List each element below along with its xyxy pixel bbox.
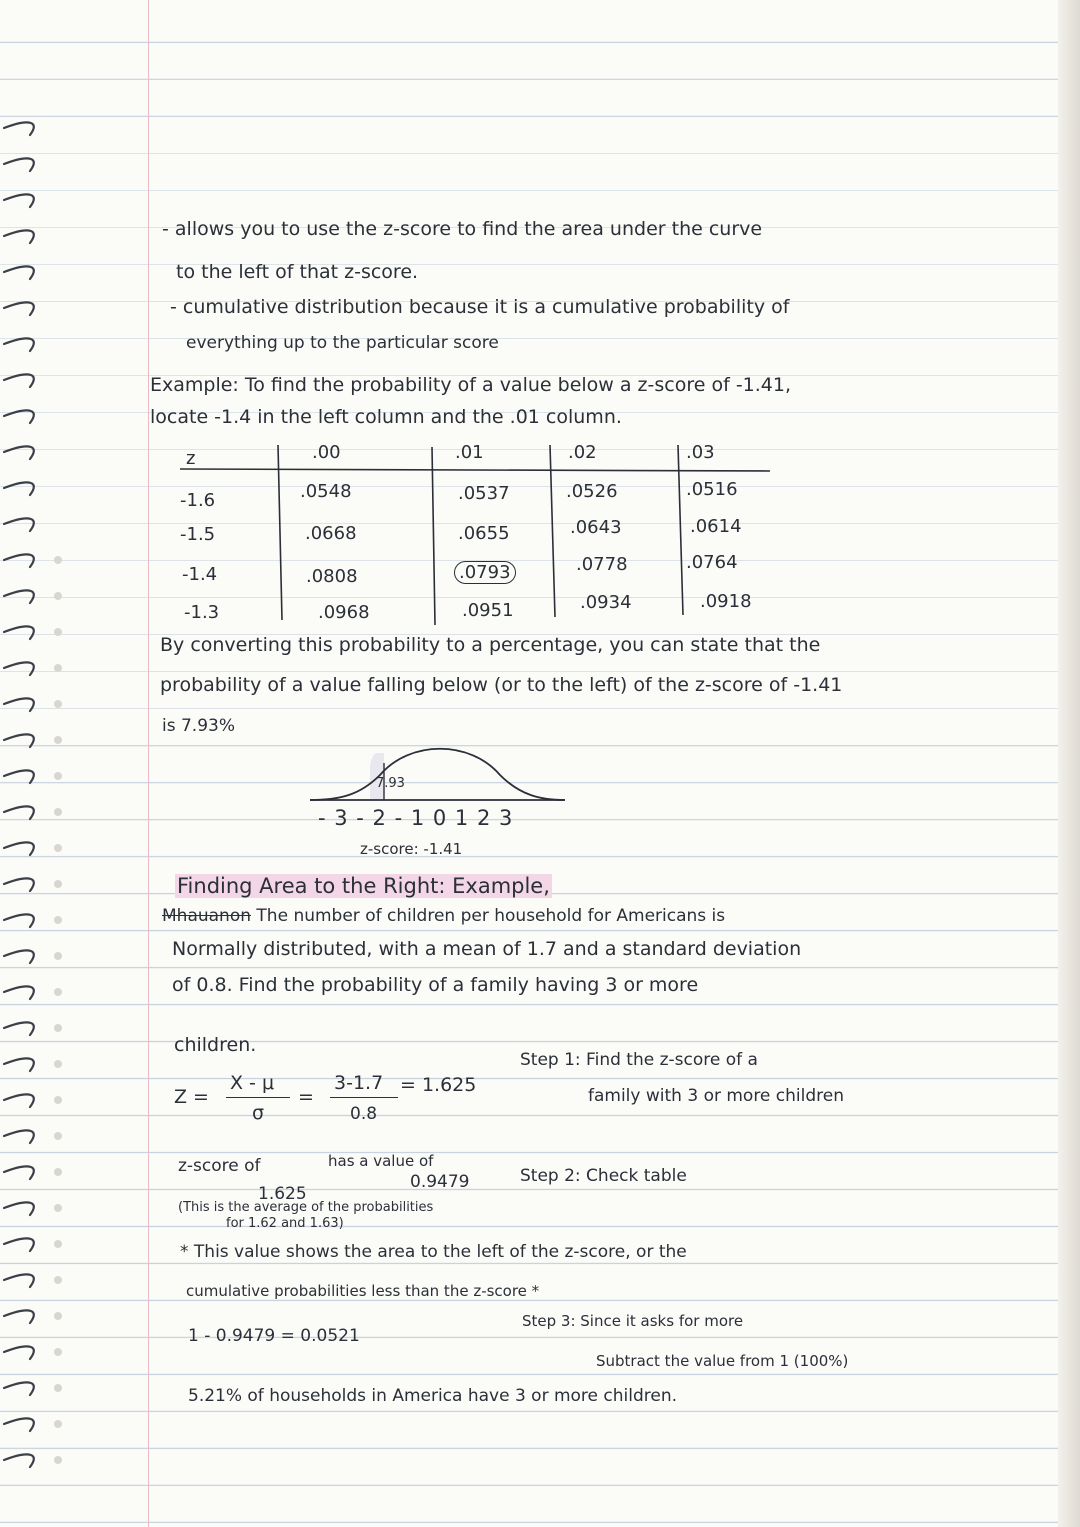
formula-z: Z =: [174, 1086, 209, 1108]
table-cell: .0516: [686, 479, 738, 500]
bell-curve: [300, 745, 580, 805]
table-cell: .0951: [462, 600, 514, 621]
step2-note-2: for 1.62 and 1.63): [226, 1216, 344, 1231]
curve-line: [310, 749, 565, 800]
conclusion-line-1: By converting this probability to a percentage, you can state that the: [160, 634, 821, 656]
formula-numerator: X - μ: [230, 1072, 275, 1094]
formula-num2: 3-1.7: [334, 1072, 384, 1094]
table-header-03: .03: [686, 442, 715, 463]
example-line-1: Example: To find the probability of a value below a z-score of -1.41,: [150, 374, 792, 396]
table-cell: .0526: [566, 481, 618, 502]
table-cell: .0614: [690, 516, 742, 537]
table-header-rule: [180, 469, 770, 471]
table-cell: .0808: [306, 566, 358, 587]
table-cell: .0668: [305, 523, 357, 544]
table-cell: .0934: [580, 592, 632, 613]
table-cell: .0764: [686, 552, 738, 573]
example2-line-2: Normally distributed, with a mean of 1.7 and a standard deviation: [172, 938, 802, 960]
table-cell: .0968: [318, 602, 370, 623]
step1-line-2: family with 3 or more children: [588, 1086, 845, 1106]
spiral-binding: [0, 0, 70, 1527]
table-cell: .0548: [300, 481, 352, 502]
note-line-4: everything up to the particular score: [186, 333, 499, 353]
table-header-z: z: [186, 448, 196, 469]
formula-den2: 0.8: [350, 1104, 378, 1124]
step2-zscore-label: z-score of: [178, 1156, 261, 1176]
conclusion-line-3: is 7.93%: [162, 716, 235, 736]
formula-denominator: σ: [252, 1102, 265, 1124]
example2-line-4: children.: [174, 1034, 257, 1056]
struck-word: Mhauanon: [162, 906, 252, 926]
margin-line: [148, 0, 149, 1527]
example2-heading: [175, 874, 552, 898]
table-col-divider-2: [432, 447, 435, 625]
table-cell: .0918: [700, 591, 752, 612]
zscore-caption: z-score: -1.41: [360, 840, 463, 858]
step2-note-1: (This is the average of the probabilities: [178, 1200, 434, 1215]
star-note-1: * This value shows the area to the left of the z-score, or the: [180, 1242, 687, 1262]
formula-equals: =: [298, 1086, 314, 1108]
final-answer: 5.21% of households in America have 3 or more children.: [188, 1386, 678, 1406]
note-line-1: - allows you to use the z-score to find the area under the curve: [162, 218, 763, 240]
table-cell: .0643: [570, 517, 622, 538]
fraction-bar-2: [330, 1097, 398, 1098]
table-header-00: .00: [312, 442, 341, 463]
step1-line-1: Step 1: Find the z-score of a: [520, 1050, 758, 1070]
table-cell: .0778: [576, 554, 628, 575]
table-cell: -1.4: [182, 564, 218, 585]
fraction-bar-1: [226, 1097, 290, 1098]
table-cell: -1.5: [180, 524, 216, 545]
axis-labels: - 3 - 2 - 1 0 1 2 3: [318, 806, 514, 830]
example-line-2: locate -1.4 in the left column and the .01 column.: [150, 406, 622, 428]
example2-line-1-text: The number of children per household for Americans is: [256, 906, 726, 926]
example2-line-3: of 0.8. Find the probability of a family having 3 or more: [172, 974, 699, 996]
table-cell: -1.6: [180, 490, 216, 511]
table-col-divider-1: [278, 445, 282, 620]
table-cell: -1.3: [184, 602, 220, 623]
table-header-02: .02: [568, 442, 597, 463]
circled-cell-0793: .0793: [454, 561, 516, 584]
page-edge: [1058, 0, 1080, 1527]
note-line-3: - cumulative distribution because it is a cumulative probability of: [170, 296, 790, 318]
step2-has-value: has a value of: [328, 1152, 434, 1170]
table-header-01: .01: [455, 442, 484, 463]
step3-line-1: Step 3: Since it asks for more: [522, 1312, 744, 1330]
shaded-label: 7.93: [376, 776, 405, 791]
conclusion-line-2: probability of a value falling below (or to the left) of the z-score of -1.41: [160, 674, 843, 696]
step2-value: 0.9479: [410, 1172, 470, 1192]
star-note-2: cumulative probabilities less than the z-score *: [186, 1282, 540, 1300]
step2-zscore-value: 1.625: [258, 1184, 307, 1204]
heading-highlight: Finding Area to the Right: Example,: [177, 874, 550, 898]
formula-result: = 1.625: [400, 1074, 477, 1096]
table-cell: .0537: [458, 483, 510, 504]
step2-text: Step 2: Check table: [520, 1166, 687, 1186]
table-cell: .0655: [458, 523, 510, 544]
step3-line-2: Subtract the value from 1 (100%): [596, 1352, 849, 1370]
calc-line: 1 - 0.9479 = 0.0521: [188, 1326, 360, 1346]
note-line-2: to the left of that z-score.: [176, 261, 419, 283]
example2-line-1: [162, 906, 725, 926]
